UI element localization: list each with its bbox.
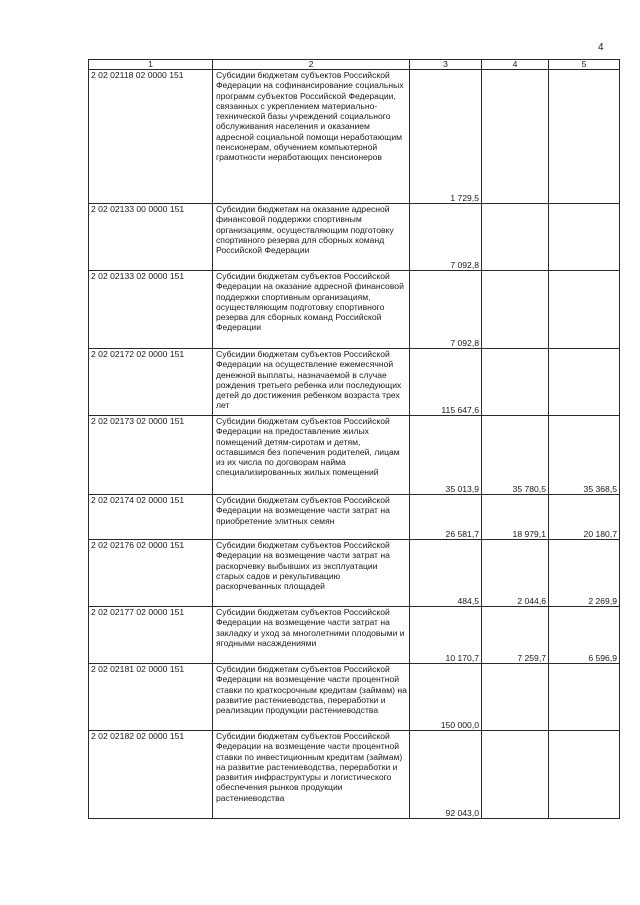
- row-value-5: [549, 204, 620, 271]
- row-value-4: 35 780,5: [482, 416, 549, 495]
- row-value-3: 7 092,8: [410, 204, 482, 271]
- row-value-4: 2 044,6: [482, 540, 549, 607]
- row-value-5: 2 269,9: [549, 540, 620, 607]
- row-value-4: [482, 271, 549, 349]
- table-row: [89, 731, 620, 819]
- row-name: Субсидии бюджетам субъектов Российской Федерации на софинансирование социальных программ субъектов Российской Федерации, связанных с укреплением материально-технической базы учреждений социального обслуживания населения и оказанием адресной социальной помощи неработающим пенсионерам, обучением компьютерной грамотности неработающих пенсионеров: [213, 70, 410, 204]
- row-value-3: 10 170,7: [410, 607, 482, 664]
- row-value-4: [482, 204, 549, 271]
- row-value-5: 6 596,9: [549, 607, 620, 664]
- row-value-4: 7 259,7: [482, 607, 549, 664]
- row-value-5: 20 180,7: [549, 495, 620, 540]
- row-value-3: 7 092,8: [410, 271, 482, 349]
- row-code: 2 02 02133 00 0000 151: [89, 204, 213, 271]
- row-value-3: 150 000,0: [410, 664, 482, 731]
- row-value-5: [549, 349, 620, 416]
- row-value-4: 18 979,1: [482, 495, 549, 540]
- table-row: [89, 495, 620, 540]
- table-row: [89, 607, 620, 664]
- row-code: 2 02 02118 02 0000 151: [89, 70, 213, 204]
- row-value-5: 35 368,5: [549, 416, 620, 495]
- row-value-4: [482, 70, 549, 204]
- row-name: Субсидии бюджетам субъектов Российской Федерации на возмещение части процентной ставки по инвестиционным кредитам (займам) на развитие растениеводства, переработки и развития инфраструктуры и логистического обеспечения рынков продукции растениеводства: [213, 731, 410, 819]
- table-row: [89, 271, 620, 349]
- row-value-5: [549, 271, 620, 349]
- table-row: [89, 70, 620, 204]
- header-col-5: 5: [549, 60, 620, 70]
- row-value-4: [482, 349, 549, 416]
- table-row: [89, 540, 620, 607]
- row-code: 2 02 02133 02 0000 151: [89, 271, 213, 349]
- row-value-3: 484,5: [410, 540, 482, 607]
- row-name: Субсидии бюджетам на оказание адресной финансовой поддержки спортивным организациям, осуществляющим подготовку спортивного резерва для сборных команд Российской Федерации: [213, 204, 410, 271]
- table-row: [89, 204, 620, 271]
- row-value-5: [549, 731, 620, 819]
- row-value-3: 115 647,6: [410, 349, 482, 416]
- row-value-4: [482, 664, 549, 731]
- row-value-3: 26 581,7: [410, 495, 482, 540]
- table-row: [89, 349, 620, 416]
- row-code: 2 02 02174 02 0000 151: [89, 495, 213, 540]
- row-name: Субсидии бюджетам субъектов Российской Федерации на осуществление ежемесячной денежной выплаты, назначаемой в случае рождения третьего ребенка или последующих детей до достижения ребенком возраста трех лет: [213, 349, 410, 416]
- row-code: 2 02 02172 02 0000 151: [89, 349, 213, 416]
- row-code: 2 02 02173 02 0000 151: [89, 416, 213, 495]
- row-value-3: 1 729,5: [410, 70, 482, 204]
- row-name: Субсидии бюджетам субъектов Российской Федерации на оказание адресной финансовой поддержки спортивным организациям, осуществляющим подготовку спортивного резерва для сборных команд Российской Федерации: [213, 271, 410, 349]
- row-code: 2 02 02177 02 0000 151: [89, 607, 213, 664]
- row-name: Субсидии бюджетам субъектов Российской Федерации на предоставление жилых помещений детям-сиротам и детям, оставшимся без попечения родителей, лицам из их числа по договорам найма специализированных жилых помещений: [213, 416, 410, 495]
- row-name: Субсидии бюджетам субъектов Российской Федерации на возмещение части затрат на раскорчевку выбывших из эксплуатации старых садов и рекультивацию раскорчеванных площадей: [213, 540, 410, 607]
- budget-table: [88, 59, 620, 819]
- row-value-5: [549, 70, 620, 204]
- page-number: 4: [598, 42, 604, 53]
- row-name: Субсидии бюджетам субъектов Российской Федерации на возмещение части процентной ставки по краткосрочным кредитам (займам) на развитие растениеводства, переработки и реализации продукции растениеводства: [213, 664, 410, 731]
- row-code: 2 02 02176 02 0000 151: [89, 540, 213, 607]
- row-code: 2 02 02181 02 0000 151: [89, 664, 213, 731]
- row-value-5: [549, 664, 620, 731]
- header-col-2: 2: [213, 60, 410, 70]
- header-col-3: 3: [410, 60, 482, 70]
- header-col-1: 1: [89, 60, 213, 70]
- table-row: [89, 664, 620, 731]
- row-name: Субсидии бюджетам субъектов Российской Федерации на возмещение части затрат на закладку и уход за многолетними плодовыми и ягодными насаждениями: [213, 607, 410, 664]
- header-col-4: 4: [482, 60, 549, 70]
- row-value-4: [482, 731, 549, 819]
- row-name: Субсидии бюджетам субъектов Российской Федерации на возмещение части затрат на приобретение элитных семян: [213, 495, 410, 540]
- row-value-3: 35 013,9: [410, 416, 482, 495]
- row-value-3: 92 043,0: [410, 731, 482, 819]
- table-row: [89, 416, 620, 495]
- header-row: [89, 60, 620, 70]
- row-code: 2 02 02182 02 0000 151: [89, 731, 213, 819]
